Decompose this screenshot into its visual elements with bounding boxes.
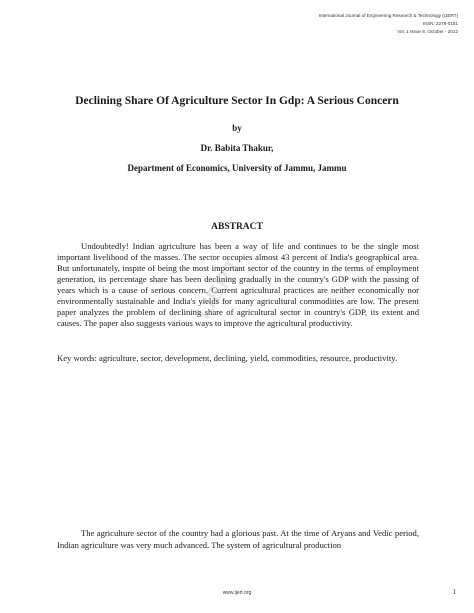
journal-header	[319, 12, 458, 36]
page-number: 1	[452, 588, 456, 596]
keywords: Key words: agriculture, sector, development, declining, yield, commodities, resource, productivity.	[57, 353, 398, 363]
intro-paragraph: The agriculture sector of the country had a glorious past. At the time of Aryans and Vedic period, Indian agriculture was very much advanced. The system of agricultural production	[57, 528, 419, 550]
footer-url: www.ijert.org	[222, 590, 252, 596]
abstract-text: Undoubtedly! Indian agriculture has been a way of life and continues to be the single most important livelihood of the masses. The sector occupies almost 43 percent of India's geographical area. But unfortunately, inspite of being the most important sector of the country in the terms of employment generation, its percentage share has been declining gradually in the country's GDP with the passing of years which is a cause of serious concern. Current agricultural practices are neither economically nor environmentally sustainable and India's yields for many agricultural commodities are low. The present paper analyzes the problem of declining share of agricultural sector in country's GDP, its extent and causes. The paper also suggests various ways to improve the agricultural productivity.	[57, 241, 419, 328]
journal-volume: Vol. 1 Issue 8, October - 2012	[397, 29, 458, 34]
author-name: Dr. Babita Thakur,	[200, 143, 274, 153]
paper-title: Declining Share Of Agriculture Sector In Gdp: A Serious Concern	[75, 95, 399, 107]
journal-issn: ISSN: 2278-0181	[422, 21, 458, 26]
by-line: by	[232, 123, 242, 133]
watermark: IJERT	[190, 252, 247, 324]
author-affiliation: Department of Economics, University of Jammu, Jammu	[127, 163, 347, 173]
journal-name: International Journal of Engineering Research & Technology (IJERT)	[318, 13, 458, 18]
abstract-heading: ABSTRACT	[211, 222, 263, 232]
